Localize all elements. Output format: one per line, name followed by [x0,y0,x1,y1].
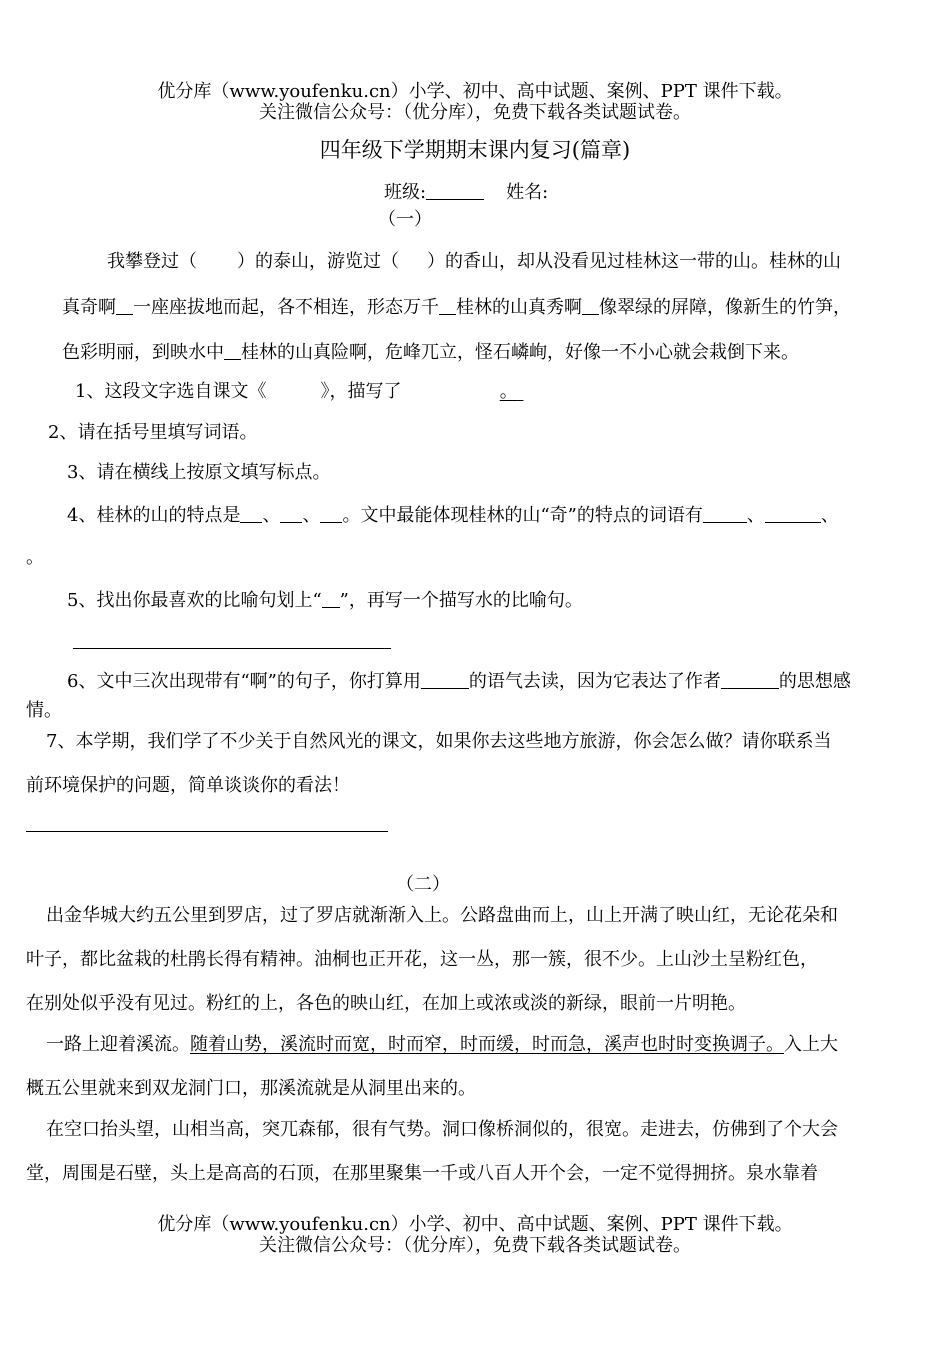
tone-blank[interactable] [421,670,469,689]
passage-2-p2-line-2: 概五公里就来到双龙洞门口，那溪流就是从洞里出来的。 [26,1078,476,1099]
passage-2-p1-line-1: 出金华城大约五公里到罗店，过了罗店就渐渐入上。公路盘曲而上，山上开满了映山红，无论花朵和 [46,905,838,926]
answer-line-q7[interactable] [26,831,388,832]
passage-1-line-1: 我攀登过（ ）的泰山，游览过（ ）的香山，却从没看见过桂林这一带的山。桂林的山 [107,251,841,272]
passage-2-p1-line-2: 叶子，都比盆栽的杜鹃长得有精神。油桐也正开花，这一丛，那一簇，很不少。上山沙土呈粉红色， [26,949,818,970]
feeling-blank[interactable] [721,670,779,689]
section-1-label: （一） [378,209,432,230]
question-5: 5、找出你最喜欢的比喻句划上“ ”，再写一个描写水的比喻句。 [67,590,583,611]
question-4: 4、桂林的山的特点是 、 、 。文中最能体现桂林的山“奇”的特点的词语有 、 、 [67,505,839,526]
punct-blank-4[interactable] [224,341,241,360]
student-info [384,181,548,204]
feature-blank-3[interactable] [320,504,342,523]
question-4-end: 。 [26,547,44,568]
punct-blank-3[interactable] [582,296,599,315]
passage-2-p1-line-3: 在别处似乎没有见过。粉红的上，各色的映山红，在加上或浓或淡的新绿，眼前一片明艳。 [26,993,746,1014]
header-line-2: 关注微信公众号：（优分库），免费下载各类试题试卷。 [259,102,691,123]
header-line-1: 优分库（www.youfenku.cn）小学、初中、高中试题、案例、PPT 课件下载。 [157,81,793,102]
section-2-label: （二） [396,874,450,895]
underlined-sentence: 随着山势，溪流时而宽，时而窄，时而缓，时而急，溪声也时时变换调子。 [190,1034,784,1055]
describe-blank[interactable]: 。 [499,381,518,402]
passage-1-line-2: 真奇啊 一座座拔地而起，各不相连，形态万千 桂林的山真秀啊 像翠绿的屏障，像新生的竹笋， [62,297,851,318]
word-answer-blank-1[interactable] [703,504,747,523]
punct-blank-1[interactable] [116,296,133,315]
question-3: 3、请在横线上按原文填写标点。 [67,462,331,483]
question-6: 6、文中三次出现带有“啊”的句子，你打算用 的语气去读，因为它表达了作者 的思想感 [67,671,851,692]
question-2: 2、请在括号里填写词语。 [48,422,258,443]
page-title: 四年级下学期期末课内复习(篇章) [319,138,631,162]
question-1: 1、这段文字选自课文《 》，描写了 。 [75,381,523,403]
class-label: 班级: [384,182,427,203]
name-label: 姓名: [506,182,549,203]
footer-line-2: 关注微信公众号：（优分库），免费下载各类试题试卷。 [259,1235,691,1256]
feature-blank-2[interactable] [280,504,302,523]
punct-blank-2[interactable] [439,296,456,315]
feature-blank-1[interactable] [240,504,262,523]
question-6-end: 情。 [26,700,62,721]
passage-2-p2-line-1: 一路上迎着溪流。随着山势，溪流时而宽，时而窄，时而缓，时而急，溪声也时时变换调子。入上大 [46,1034,838,1055]
answer-line-q5[interactable] [73,648,391,649]
passage-1-line-3: 色彩明丽，到映水中 桂林的山真险啊，危峰兀立，怪石嶙峋，好像一不小心就会栽倒下来。 [62,342,799,363]
word-answer-blank-2[interactable] [765,504,821,523]
underline-mark [322,589,340,608]
passage-2-p3-line-2: 堂，周围是石壁，头上是高高的石顶，在那里聚集一千或八百人开个会，一定不觉得拥挤。泉水靠着 [26,1163,818,1184]
question-7-line-1: 7、本学期，我们学了不少关于自然风光的课文，如果你去这些地方旅游，你会怎么做？请你联系当 [46,731,832,752]
passage-2-p3-line-1: 在空口抬头望，山相当高，突兀森郁，很有气势。洞口像桥洞似的，很宽。走进去，仿佛到了个大会 [46,1119,838,1140]
class-blank[interactable] [426,181,484,200]
question-7-line-2: 前环境保护的问题，简单谈谈你的看法！ [26,775,350,796]
footer-line-1: 优分库（www.youfenku.cn）小学、初中、高中试题、案例、PPT 课件下载。 [157,1214,793,1235]
